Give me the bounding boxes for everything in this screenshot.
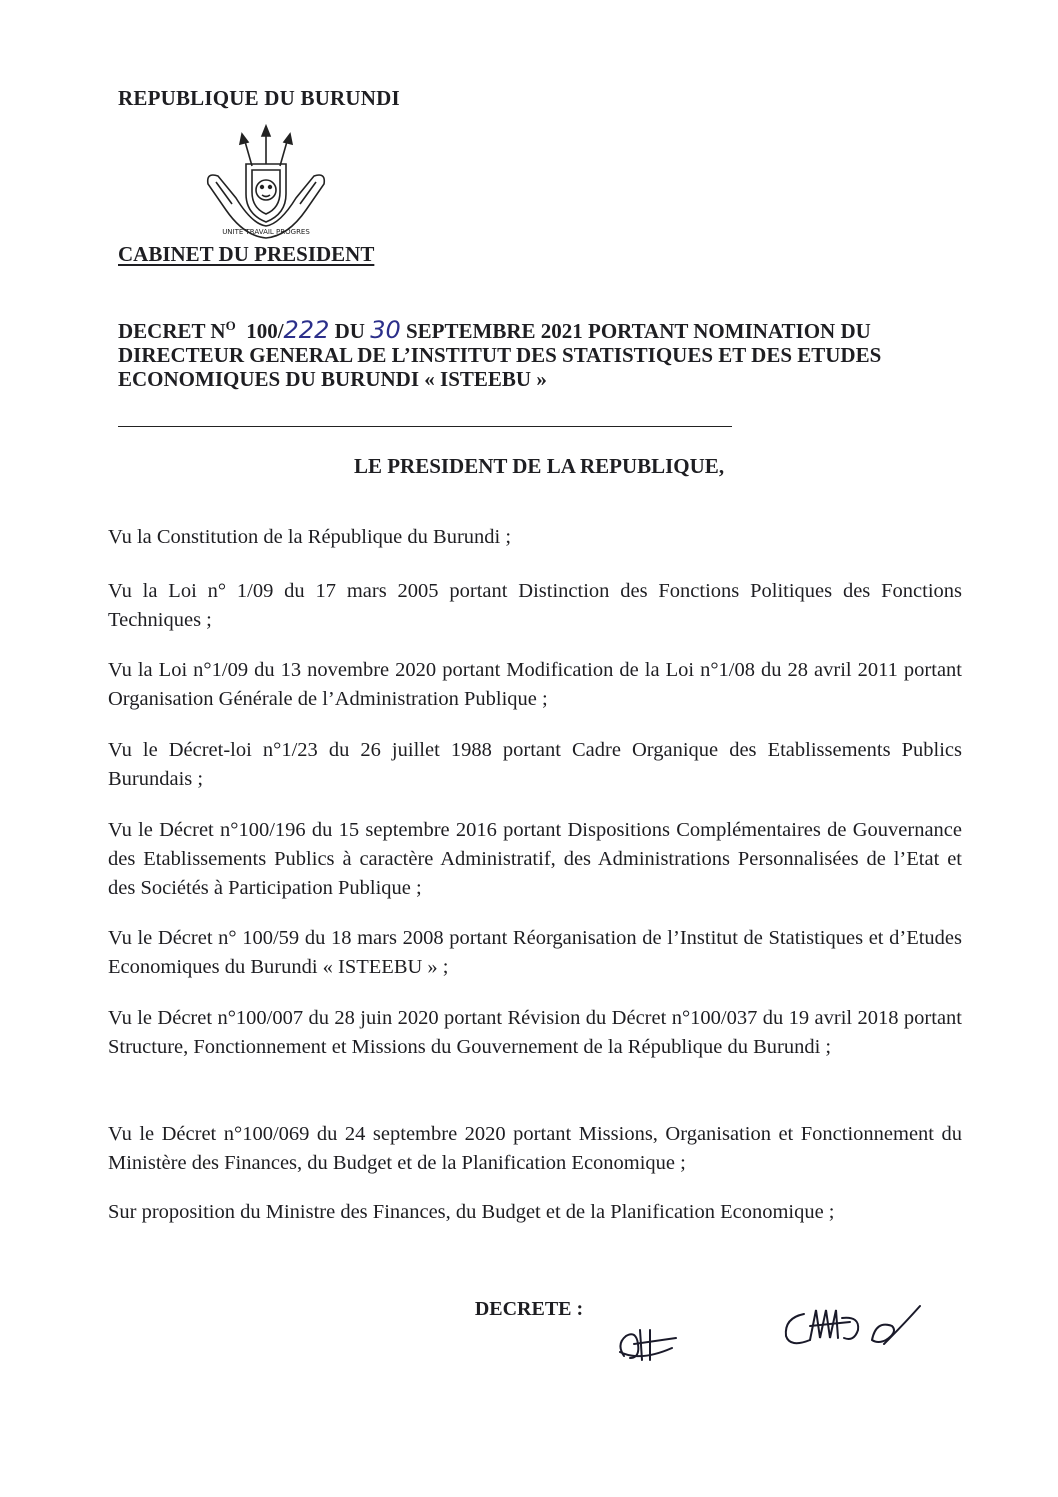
preamble-item: Vu le Décret n°100/196 du 15 septembre 2016 portant Dispositions Complémentaires de Gouvernance des Etablissements Publics à caractère Administratif, des Administrations Personnalisées de l’Etat et des Sociétés à Participation Publique ; (108, 819, 962, 899)
initials-signature (610, 1322, 680, 1368)
republic-heading: REPUBLIQUE DU BURUNDI (118, 86, 400, 110)
coat-of-arms-emblem (196, 124, 336, 242)
decree-title-line-1 (118, 314, 964, 343)
decree-superscript: O (225, 318, 236, 333)
decree-title-line-1-rest: SEPTEMBRE 2021 PORTANT NOMINATION DU (405, 319, 871, 343)
decree-number-prefix: 100/ (246, 319, 284, 343)
preamble-item: Vu la Constitution de la République du Burundi ; (108, 526, 512, 548)
decree-prefix: DECRET N (118, 319, 226, 343)
preamble-item: Sur proposition du Ministre des Finances, du Budget et de la Planification Economique ; (108, 1201, 835, 1223)
preamble-item: Vu la Loi n° 1/09 du 17 mars 2005 portant Distinction des Fonctions Politiques des Fonctions Techniques ; (108, 580, 962, 631)
preamble-item: Vu le Décret n°100/069 du 24 septembre 2020 portant Missions, Organisation et Fonctionnement du Ministère des Finances, du Budget et de la Planification Economique ; (108, 1123, 962, 1174)
decree-title-line-3: ECONOMIQUES DU BURUNDI « ISTEEBU » (118, 367, 547, 391)
svg-text:UNITE TRAVAIL PROGRES: UNITE TRAVAIL PROGRES (222, 228, 310, 236)
title-divider (118, 426, 732, 427)
decree-day-handwritten: 30 (370, 316, 401, 344)
decrete-heading-text: DECRETE : (474, 1298, 584, 1320)
preamble-item: Vu le Décret n°100/007 du 28 juin 2020 portant Révision du Décret n°100/037 du 19 avril 2018 portant Structure, Fonctionnement et Missions du Gouvernement de la République du Burundi ; (108, 1007, 962, 1058)
preamble-item: Vu le Décret-loi n°1/23 du 26 juillet 1988 portant Cadre Organique des Etablissements Publics Burundais ; (108, 739, 962, 790)
president-heading (0, 454, 1058, 479)
president-heading-text: LE PRESIDENT DE LA REPUBLIQUE, (353, 454, 725, 478)
preamble-item: Vu le Décret n° 100/59 du 18 mars 2008 portant Réorganisation de l’Institut de Statistiques et d’Etudes Economiques du Burundi « ISTEEBU » ; (108, 927, 962, 978)
decree-du: DU (334, 319, 365, 343)
decree-title-line-2: DIRECTEUR GENERAL DE L’INSTITUT DES STATISTIQUES ET DES ETUDES (118, 343, 882, 367)
decree-title (118, 314, 964, 391)
handwritten-signature (780, 1300, 930, 1360)
decree-number-handwritten: 222 (283, 316, 330, 344)
preamble-item: Vu la Loi n°1/09 du 13 novembre 2020 portant Modification de la Loi n°1/08 du 28 avril 2011 portant Organisation Générale de l’Administration Publique ; (108, 659, 962, 710)
cabinet-heading: CABINET DU PRESIDENT (118, 242, 375, 266)
